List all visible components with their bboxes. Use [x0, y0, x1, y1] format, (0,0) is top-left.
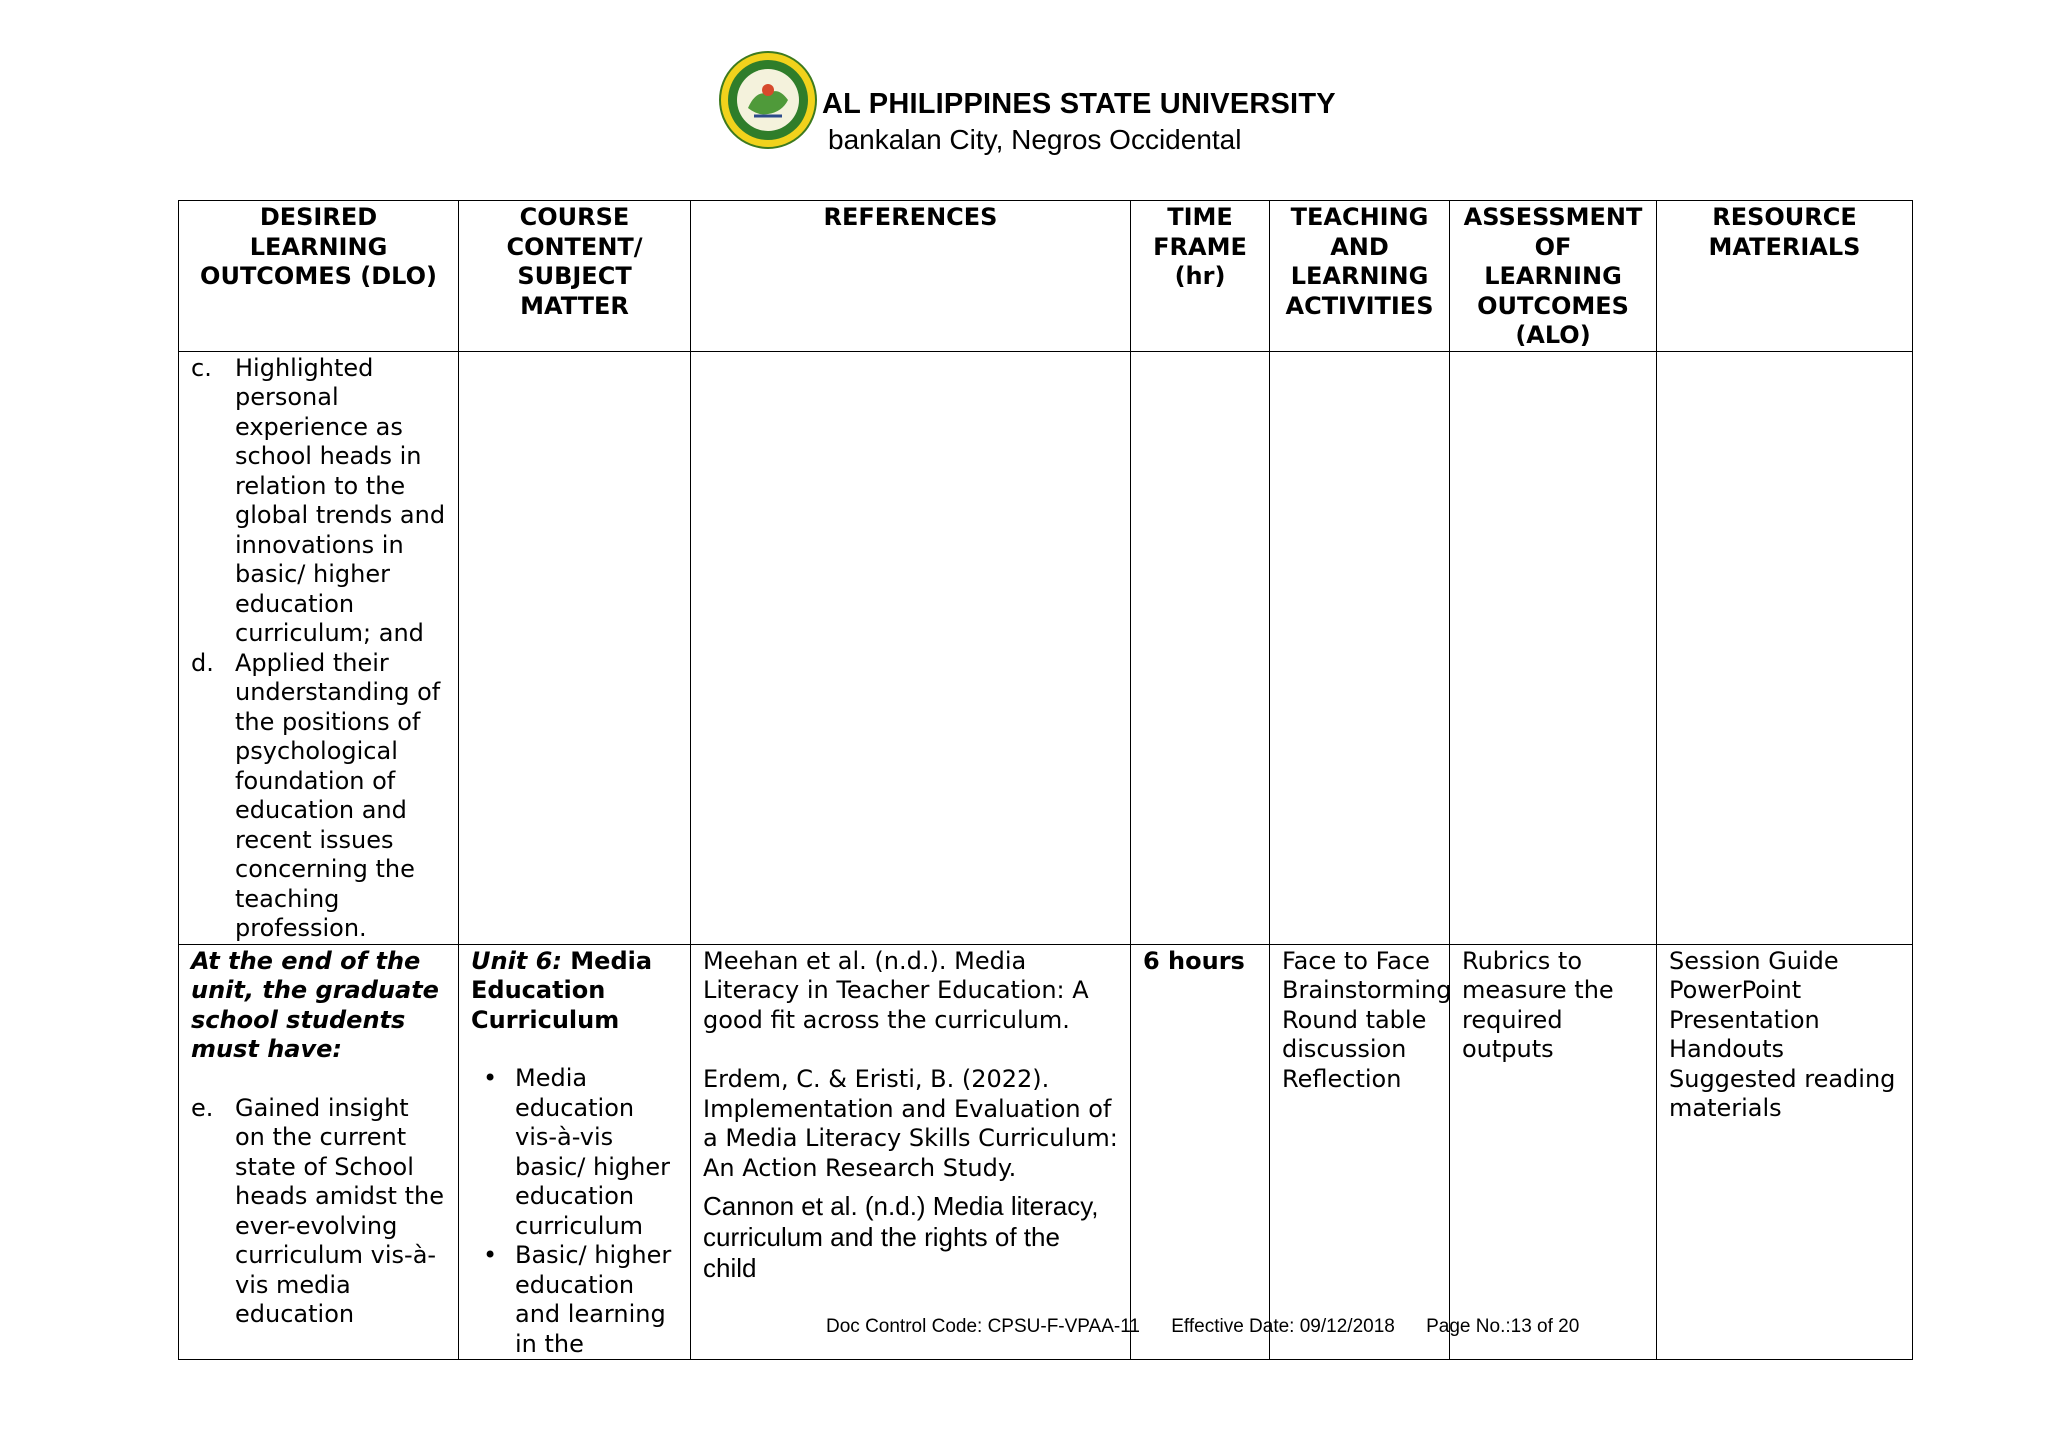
resource-item: Handouts — [1669, 1035, 1785, 1063]
dlo-text: Highlighted personal experience as school heads in relation to the global trends and innovations in basic/ higher education curriculum; and — [235, 353, 446, 647]
dlo-cell — [179, 351, 459, 944]
content-bullet-list — [471, 1064, 678, 1359]
dlo-list — [191, 354, 446, 944]
empty-cell — [1270, 351, 1450, 944]
dlo-letter: e. — [191, 1093, 214, 1122]
university-seal-logo — [718, 50, 818, 150]
syllabus-table — [178, 200, 1913, 1360]
dlo-list — [191, 1094, 446, 1330]
header-assessment: ASSESSMENT OF LEARNING OUTCOMES (ALO) — [1450, 201, 1657, 352]
empty-cell — [1657, 351, 1913, 944]
assessment-text: Rubrics to measure the required outputs — [1462, 946, 1614, 1063]
dlo-item-d — [191, 649, 446, 944]
unit-title: Media Education Curriculum — [471, 946, 653, 1034]
assessment-cell — [1450, 944, 1657, 1360]
bullet-icon: • — [483, 1064, 498, 1092]
bullet-icon: • — [483, 1241, 498, 1269]
dlo-intro: At the end of the unit, the graduate school students must have: — [191, 946, 439, 1063]
empty-cell — [1131, 351, 1270, 944]
list-item — [471, 1241, 678, 1359]
empty-cell — [691, 351, 1131, 944]
table-row — [179, 944, 1913, 1360]
dlo-letter: d. — [191, 648, 214, 677]
course-content-cell — [459, 944, 691, 1360]
unit-heading — [471, 947, 678, 1036]
empty-cell — [1450, 351, 1657, 944]
document-footer — [826, 1316, 1605, 1338]
dlo-cell — [179, 944, 459, 1360]
header-references: REFERENCES — [691, 201, 1131, 352]
dlo-item-e — [191, 1094, 446, 1330]
activities-cell — [1270, 944, 1450, 1360]
dlo-item-c — [191, 354, 446, 649]
bullet-text: Basic/ higher education and learning in the — [515, 1241, 672, 1358]
activity-item: Round table discussion — [1282, 1005, 1427, 1063]
time-frame-cell — [1131, 944, 1270, 1360]
reference-item: Cannon et al. (n.d.) Media literacy, curriculum and the rights of the child — [703, 1191, 1099, 1283]
activity-item: Face to Face — [1282, 946, 1430, 975]
resource-item: Suggested reading materials — [1669, 1064, 1896, 1122]
university-name: AL PHILIPPINES STATE UNIVERSITY — [822, 88, 1336, 120]
empty-cell — [459, 351, 691, 944]
header-teaching-activities: TEACHING AND LEARNING ACTIVITIES — [1270, 201, 1450, 352]
activity-item: Brainstorming — [1282, 976, 1452, 1004]
references-cell — [691, 944, 1131, 1360]
time-frame-value: 6 hours — [1143, 946, 1245, 975]
university-address: bankalan City, Negros Occidental — [828, 124, 1242, 155]
doc-control-code: Doc Control Code: CPSU-F-VPAA-11 — [826, 1316, 1140, 1337]
dlo-text: Gained insight on the current state of School heads amidst the ever-evolving curriculum vis-à-vis media education — [235, 1093, 444, 1328]
resources-cell — [1657, 944, 1913, 1360]
page-number: Page No.:13 of 20 — [1426, 1316, 1580, 1337]
list-item — [471, 1064, 678, 1241]
header-resource-materials: RESOURCE MATERIALS — [1657, 201, 1913, 352]
reference-item: Meehan et al. (n.d.). Media Literacy in Teacher Education: A good fit across the curriculum. — [703, 946, 1089, 1034]
resource-item: Session Guide — [1669, 946, 1839, 975]
activity-item: Reflection — [1282, 1064, 1402, 1093]
resource-item: PowerPoint Presentation — [1669, 976, 1820, 1034]
bullet-text: Media education vis-à-vis basic/ higher education curriculum — [515, 1064, 670, 1240]
header-dlo: DESIRED LEARNING OUTCOMES (DLO) — [179, 201, 459, 352]
reference-item: Erdem, C. & Eristi, B. (2022). Implementation and Evaluation of a Media Literacy Skills Curriculum: An Action Research Study. — [703, 1065, 1118, 1182]
header-time-frame: TIME FRAME (hr) — [1131, 201, 1270, 352]
table-row — [179, 351, 1913, 944]
header-course-content: COURSE CONTENT/ SUBJECT MATTER — [459, 201, 691, 352]
document-header — [0, 0, 2048, 170]
effective-date: Effective Date: 09/12/2018 — [1171, 1316, 1395, 1337]
dlo-text: Applied their understanding of the positions of psychological foundation of education and recent issues concerning the teaching profession. — [235, 648, 441, 942]
unit-label: Unit 6: — [471, 946, 562, 975]
dlo-letter: c. — [191, 353, 212, 382]
table-header-row — [179, 201, 1913, 352]
